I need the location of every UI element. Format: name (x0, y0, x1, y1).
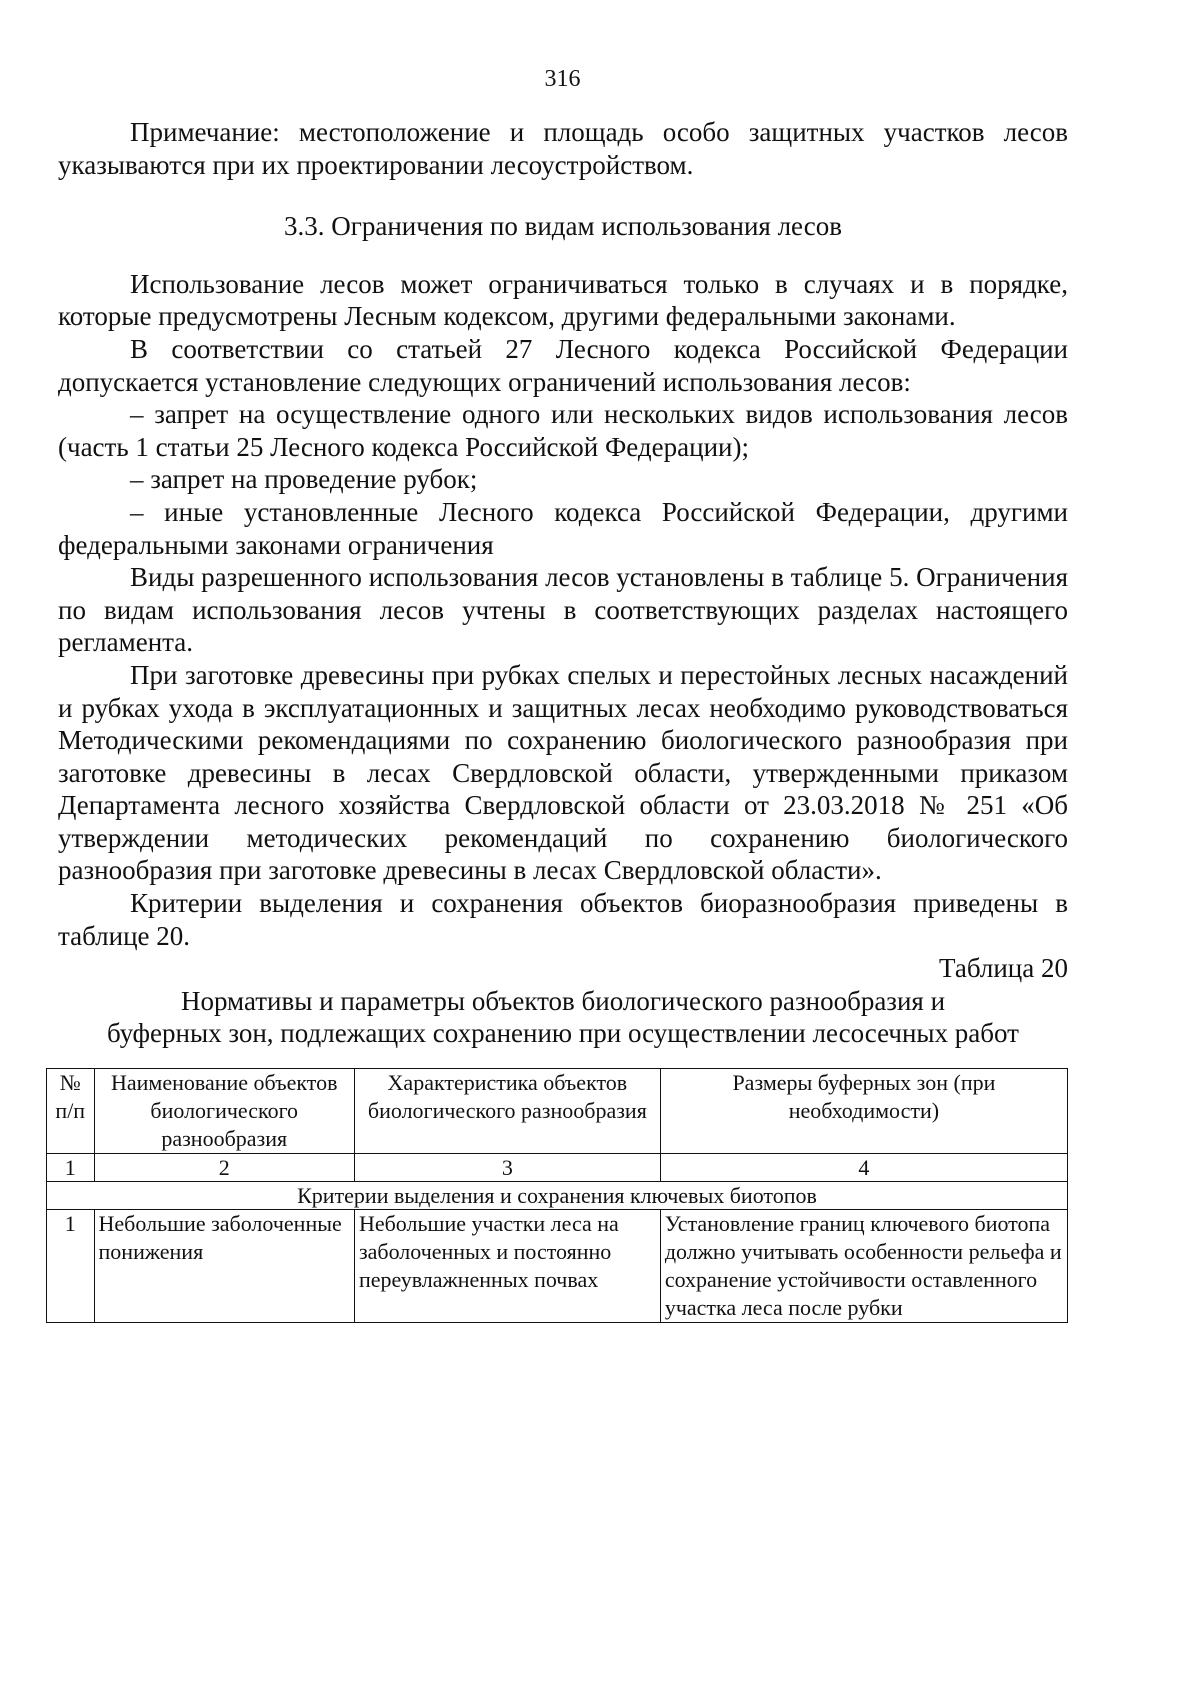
header-cell-buffer: Размеры буферных зон (при необходимости) (660, 1069, 1067, 1154)
row-name: Небольшие заболоченные понижения (94, 1210, 354, 1323)
paragraph: В соответствии со статьей 27 Лесного кодекса Российской Федерации допускается установление следующих ограничений использования лесов: (58, 333, 1068, 397)
table-label: Таблица 20 (939, 953, 1068, 984)
row-number: 1 (47, 1210, 95, 1323)
table-caption-line: буферных зон, подлежащих сохранению при осуществлении лесосечных работ (107, 1018, 1019, 1049)
paragraph: Использование лесов может ограничиваться только в случаях и в порядке, которые предусмотрены Лесным кодексом, другими федеральными законами. (58, 268, 1068, 332)
column-number-row (47, 1154, 1068, 1182)
list-item: – иные установленные Лесного кодекса Российской Федерации, другими федеральными законами ограничения (58, 496, 1068, 560)
column-number: 4 (660, 1154, 1067, 1182)
table-caption (58, 985, 1068, 1050)
paragraph: Виды разрешенного использования лесов установлены в таблице 5. Ограничения по видам использования лесов учтены в соответствующих разделах настоящего регламента. (58, 562, 1068, 658)
column-number: 2 (94, 1154, 354, 1182)
paragraph: Критерии выделения и сохранения объектов биоразнообразия приведены в таблице 20. (58, 888, 1068, 951)
column-number: 1 (47, 1154, 95, 1182)
paragraph: При заготовке древесины при рубках спелых и перестойных лесных насаждений и рубках ухода в эксплуатационных и защитных лесах необходимо руководствоваться Методическими рекомендациями по сохранению биологического разнообразия при заготовке древесины в лесах Свердловской области, утвержденными приказом Департамента лесного хозяйства Свердловской области от 23.03.2018 № 251 «Об утверждении методических рекомендаций по сохранению биологического разнообразия при заготовке древесины в лесах Свердловской области». (58, 659, 1068, 886)
header-cell-number: № п/п (47, 1069, 95, 1154)
section-heading: 3.3. Ограничения по видам использования лесов (284, 211, 842, 242)
table-section-title: Критерии выделения и сохранения ключевых биотопов (47, 1182, 1068, 1210)
row-characteristic: Небольшие участки леса на заболоченных и постоянно переувлажненных почвах (354, 1210, 660, 1323)
norms-table (46, 1068, 1068, 1323)
row-buffer: Установление границ ключевого биотопа должно учитывать особенности рельефа и сохранение устойчивости оставленного участка леса после рубки (660, 1210, 1067, 1323)
table-header-row (47, 1069, 1068, 1154)
table-section-row (47, 1182, 1068, 1210)
list-item: – запрет на осуществление одного или нескольких видов использования лесов (часть 1 статьи 25 Лесного кодекса Российской Федерации); (58, 399, 1068, 462)
column-number: 3 (354, 1154, 660, 1182)
list-item: – запрет на проведение рубок; (130, 464, 478, 495)
header-cell-characteristic: Характеристика объектов биологического разнообразия (354, 1069, 660, 1154)
header-cell-name: Наименование объектов биологического разнообразия (94, 1069, 354, 1154)
table-caption-line: Нормативы и параметры объектов биологического разнообразия и (180, 985, 946, 1016)
table-row (47, 1210, 1068, 1323)
note-paragraph: Примечание: местоположение и площадь особо защитных участков лесов указываются при их проектировании лесоустройством. (58, 117, 1068, 180)
document-body (55, 116, 1068, 1323)
page-number: 316 (544, 66, 581, 92)
